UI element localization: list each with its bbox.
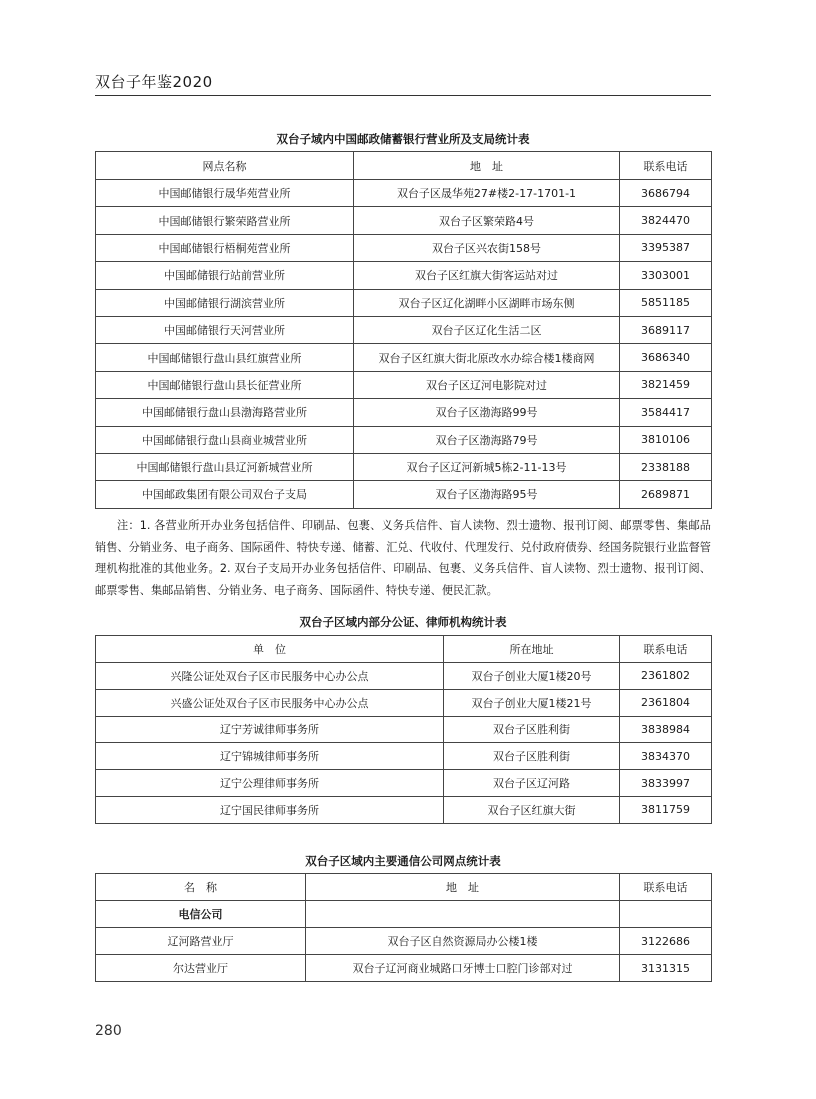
table-cell-name: 兴隆公证处双台子区市民服务中心办公点	[96, 663, 444, 690]
column-header-phone: 联系电话	[620, 874, 712, 901]
table-cell-phone: 3824470	[620, 207, 712, 234]
table-cell-address: 双台子创业大厦1楼20号	[444, 663, 620, 690]
column-header-name: 网点名称	[96, 152, 354, 180]
postal-table	[95, 151, 712, 509]
table-cell-address: 双台子区辽河电影院对过	[354, 371, 620, 398]
column-header-unit: 单 位	[96, 636, 444, 663]
postal-table-caption: 双台子域内中国邮政储蓄银行营业所及支局统计表	[276, 132, 530, 146]
table-cell-name: 中国邮政集团有限公司双台子支局	[96, 481, 354, 508]
table-cell-name: 中国邮储银行盘山县商业城营业所	[96, 426, 354, 453]
table-cell-name: 辽宁芳诚律师事务所	[96, 716, 444, 743]
table-cell-name: 兴盛公证处双台子区市民服务中心办公点	[96, 689, 444, 716]
table-cell-address: 双台子区自然资源局办公楼1楼	[306, 928, 620, 955]
legal-table	[95, 635, 712, 824]
table-cell-phone: 3811759	[620, 796, 712, 823]
table-cell-name: 中国邮储银行盘山县辽河新城营业所	[96, 453, 354, 480]
table-cell-empty	[306, 901, 620, 928]
table-row	[96, 796, 712, 823]
table-cell-address: 双台子区兴农街158号	[354, 234, 620, 261]
page-number: 280	[95, 1023, 122, 1039]
table-cell-address: 双台子区渤海路99号	[354, 399, 620, 426]
table-cell-name: 中国邮储银行湖滨营业所	[96, 289, 354, 316]
telecom-table-caption: 双台子区域内主要通信公司网点统计表	[305, 854, 501, 868]
table-cell-phone: 3689117	[620, 316, 712, 343]
table-row	[96, 426, 712, 453]
legal-table-caption: 双台子区域内部分公证、律师机构统计表	[299, 615, 507, 629]
table-row	[96, 481, 712, 508]
table-row	[96, 371, 712, 398]
table-cell-name: 中国邮储银行盘山县渤海路营业所	[96, 399, 354, 426]
table-cell-phone: 3395387	[620, 234, 712, 261]
table-cell-name: 辽宁锦城律师事务所	[96, 743, 444, 770]
table-row	[96, 316, 712, 343]
table-cell-address: 双台子区红旗大街客运站对过	[354, 262, 620, 289]
table-cell-empty	[620, 901, 712, 928]
table-row	[96, 663, 712, 690]
table-header-row	[96, 636, 712, 663]
table-row	[96, 955, 712, 982]
column-header-phone: 联系电话	[620, 636, 712, 663]
table-row	[96, 399, 712, 426]
table-cell-phone: 3686340	[620, 344, 712, 371]
table-cell-name: 辽河路营业厅	[96, 928, 306, 955]
column-header-address: 地 址	[354, 152, 620, 180]
table-cell-address: 双台子辽河商业城路口牙博士口腔门诊部对过	[306, 955, 620, 982]
table-row	[96, 928, 712, 955]
table-cell-name: 中国邮储银行晟华苑营业所	[96, 180, 354, 207]
table-cell-phone: 3584417	[620, 399, 712, 426]
table-cell-name: 中国邮储银行盘山县长征营业所	[96, 371, 354, 398]
table-cell-name: 中国邮储银行天河营业所	[96, 316, 354, 343]
table-cell-name: 中国邮储银行梧桐苑营业所	[96, 234, 354, 261]
table-cell-phone: 3686794	[620, 180, 712, 207]
table-row	[96, 770, 712, 797]
table-cell-name: 辽宁公理律师事务所	[96, 770, 444, 797]
table-cell-phone: 3303001	[620, 262, 712, 289]
group-label: 电信公司	[96, 901, 306, 928]
header-divider	[95, 95, 711, 96]
table-cell-phone: 3810106	[620, 426, 712, 453]
table-cell-phone: 3833997	[620, 770, 712, 797]
column-header-address: 所在地址	[444, 636, 620, 663]
table-cell-name: 辽宁国民律师事务所	[96, 796, 444, 823]
telecom-table	[95, 873, 712, 982]
table-cell-address: 双台子区红旗大街	[444, 796, 620, 823]
table-cell-name: 尔达营业厅	[96, 955, 306, 982]
table-cell-phone: 3821459	[620, 371, 712, 398]
column-header-address: 地 址	[306, 874, 620, 901]
column-header-name: 名 称	[96, 874, 306, 901]
table-cell-phone: 2338188	[620, 453, 712, 480]
table-cell-address: 双台子区渤海路95号	[354, 481, 620, 508]
table-cell-phone: 3131315	[620, 955, 712, 982]
table-row	[96, 207, 712, 234]
table-cell-address: 双台子区胜利街	[444, 716, 620, 743]
column-header-phone: 联系电话	[620, 152, 712, 180]
table-row	[96, 689, 712, 716]
table-cell-name: 中国邮储银行站前营业所	[96, 262, 354, 289]
table-cell-name: 中国邮储银行盘山县红旗营业所	[96, 344, 354, 371]
table-cell-phone: 5851185	[620, 289, 712, 316]
table-cell-address: 双台子区晟华苑27#楼2-17-1701-1	[354, 180, 620, 207]
table-cell-address: 双台子区辽化生活二区	[354, 316, 620, 343]
table-cell-name: 中国邮储银行繁荣路营业所	[96, 207, 354, 234]
table-cell-phone: 3838984	[620, 716, 712, 743]
postal-table-note: 注：1. 各营业所开办业务包括信件、印刷品、包裹、义务兵信件、盲人读物、烈士遗物、报刊订阅、邮票零售、集邮品销售、分销业务、电子商务、国际函件、特快专递、储蓄、汇兑、代收付、代理发行、兑付政府债券、经国务院银行业监督管理机构批准的其他业务。2. 双台子支局开办业务包括信件、印刷品、包裹、义务兵信件、盲人读物、烈士遗物、报刊订阅、邮票零售、集邮品销售、分销业务、电子商务、国际函件、特快专递、便民汇款。	[95, 519, 711, 597]
table-header-row	[96, 152, 712, 180]
table-cell-address: 双台子创业大厦1楼21号	[444, 689, 620, 716]
table-cell-phone: 3122686	[620, 928, 712, 955]
table-row	[96, 262, 712, 289]
table-cell-address: 双台子区渤海路79号	[354, 426, 620, 453]
table-row	[96, 716, 712, 743]
table-row	[96, 234, 712, 261]
table-row	[96, 743, 712, 770]
table-cell-phone: 2689871	[620, 481, 712, 508]
table-row	[96, 453, 712, 480]
table-cell-address: 双台子区胜利街	[444, 743, 620, 770]
table-header-row	[96, 874, 712, 901]
table-cell-address: 双台子区红旗大街北原改水办综合楼1楼商网	[354, 344, 620, 371]
table-cell-address: 双台子区辽河新城5栋2-11-13号	[354, 453, 620, 480]
table-cell-address: 双台子区辽化湖畔小区湖畔市场东侧	[354, 289, 620, 316]
table-row	[96, 180, 712, 207]
table-row	[96, 289, 712, 316]
table-group-row	[96, 901, 712, 928]
table-cell-phone: 2361804	[620, 689, 712, 716]
table-cell-address: 双台子区繁荣路4号	[354, 207, 620, 234]
running-header-title: 双台子年鉴2020	[95, 73, 213, 91]
table-cell-address: 双台子区辽河路	[444, 770, 620, 797]
table-row	[96, 344, 712, 371]
table-cell-phone: 3834370	[620, 743, 712, 770]
table-cell-phone: 2361802	[620, 663, 712, 690]
